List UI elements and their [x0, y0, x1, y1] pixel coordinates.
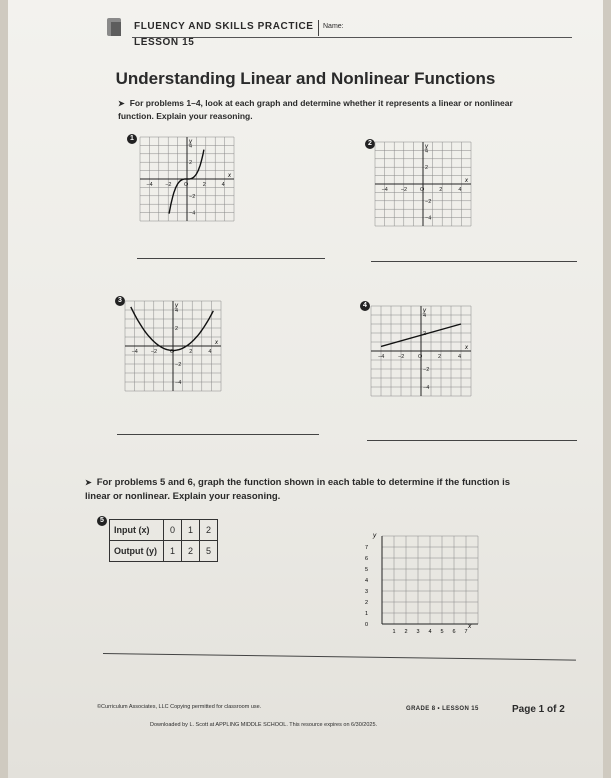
y-axis-label: y — [425, 144, 428, 150]
name-label: Name: — [323, 23, 344, 30]
answer-line-3[interactable] — [117, 434, 319, 435]
y-tick-label: 7 — [365, 545, 369, 551]
instructions-1-text: For problems 1–4, look at each graph and determine whether it represents a linear or nonlinear function. Explain your reasoning. — [118, 98, 513, 121]
arrow-icon: ➤ — [118, 99, 125, 108]
x-tick-label: 2 — [439, 187, 443, 193]
y-tick-label: −2 — [175, 362, 182, 368]
x-tick-label: 4 — [208, 349, 212, 355]
x-tick-label: O — [170, 349, 175, 355]
logo-icon-inner — [111, 22, 121, 36]
table-cell: 5 — [200, 541, 218, 562]
graph-1 — [137, 134, 237, 224]
lesson-label: LESSON 15 — [134, 37, 195, 48]
x-tick-label: 2 — [404, 629, 408, 635]
table-cell: 1 — [182, 520, 200, 541]
problem-number-2: 2 — [365, 139, 375, 149]
x-tick-label: 4 — [428, 629, 432, 635]
y-tick-label: 0 — [365, 622, 369, 628]
x-tick-label: −2 — [398, 354, 405, 360]
x-axis-label: x — [465, 178, 468, 184]
x-axis-label: x — [215, 340, 218, 346]
instructions-1 — [118, 97, 518, 122]
x-tick-label: −4 — [381, 187, 388, 193]
table-row — [110, 541, 218, 562]
answer-line-1[interactable] — [137, 258, 325, 259]
problem-number-1: 1 — [127, 134, 137, 144]
graph-3 — [122, 298, 224, 394]
y-tick-label: 3 — [365, 589, 369, 595]
y-tick-label: 4 — [423, 313, 427, 319]
x-tick-label: O — [418, 354, 423, 360]
y-tick-label: −4 — [425, 215, 432, 222]
x-axis-label: x — [228, 173, 231, 179]
x-tick-label: 2 — [189, 349, 193, 355]
x-tick-label: −4 — [146, 182, 153, 188]
y-tick-label: 2 — [175, 326, 179, 332]
x-tick-label: −2 — [150, 349, 158, 355]
y-tick-label: 4 — [365, 578, 369, 584]
y-axis-label: y — [423, 308, 426, 314]
problem-number-5: 5 — [97, 516, 107, 526]
x-tick-label: −4 — [378, 354, 385, 360]
y-tick-label: −2 — [189, 193, 196, 200]
grade-lesson: GRADE 8 • LESSON 15 — [406, 706, 479, 712]
function-table — [109, 519, 218, 562]
y-tick-label: −4 — [189, 210, 196, 217]
blank-graph-grid[interactable] — [356, 522, 484, 642]
x-tick-label: 4 — [458, 354, 462, 360]
instructions-2 — [85, 476, 535, 504]
table-cell: 2 — [182, 541, 200, 562]
y-tick-label: −2 — [423, 367, 430, 373]
answer-line-4[interactable] — [367, 440, 577, 441]
y-tick-label: 5 — [365, 567, 369, 573]
blank-y-label: y — [373, 532, 377, 539]
y-tick-label: 6 — [365, 556, 369, 562]
table-header-input: Input (x) — [110, 520, 164, 541]
y-tick-label: 4 — [189, 143, 193, 150]
y-tick-label: 4 — [175, 308, 179, 314]
copyright-text: ©Curriculum Associates, LLC Copying permitted for classroom use. — [97, 704, 262, 710]
y-tick-label: 2 — [365, 600, 369, 606]
x-tick-label: 4 — [221, 182, 225, 188]
page-title: Understanding Linear and Nonlinear Functions — [115, 69, 496, 88]
graph-4 — [368, 303, 474, 399]
table-cell: 1 — [164, 541, 182, 562]
answer-line-2[interactable] — [371, 261, 577, 262]
y-tick-label: 2 — [425, 165, 429, 172]
table-row — [110, 520, 218, 541]
x-tick-label: 4 — [458, 187, 462, 193]
x-tick-label: O — [184, 182, 189, 188]
page-number: Page 1 of 2 — [512, 704, 565, 715]
x-tick-label: 2 — [438, 354, 442, 360]
x-tick-label: 5 — [440, 629, 444, 635]
x-tick-label: −4 — [131, 349, 138, 355]
header-divider — [318, 20, 319, 36]
table-header-output: Output (y) — [110, 541, 164, 562]
y-axis-label: y — [175, 303, 178, 309]
problem-number-4: 4 — [360, 301, 370, 311]
function-curve — [131, 307, 214, 351]
y-tick-label: 4 — [425, 148, 429, 155]
x-tick-label: 1 — [392, 629, 396, 635]
arrow-icon: ➤ — [85, 478, 92, 487]
y-axis-label: y — [189, 139, 192, 145]
problem-number-3: 3 — [115, 296, 125, 306]
worksheet-type: FLUENCY AND SKILLS PRACTICE — [134, 21, 314, 32]
y-tick-label: 1 — [365, 611, 369, 617]
y-tick-label: −4 — [423, 385, 430, 391]
header-rule — [132, 37, 572, 38]
table-cell: 2 — [200, 520, 218, 541]
table-cell: 0 — [164, 520, 182, 541]
x-tick-label: 6 — [452, 629, 456, 635]
y-tick-label: 2 — [423, 331, 427, 337]
y-tick-label: −2 — [425, 198, 432, 205]
x-tick-label: 3 — [416, 629, 420, 635]
y-tick-label: −4 — [175, 380, 182, 386]
graph-2 — [372, 139, 474, 229]
x-axis-label: x — [465, 345, 468, 351]
x-tick-label: −2 — [400, 187, 408, 193]
y-tick-label: 2 — [189, 160, 193, 167]
blank-x-label: x — [468, 623, 472, 630]
x-tick-label: O — [420, 187, 425, 193]
x-tick-label: −2 — [165, 182, 172, 188]
download-note: Downloaded by L. Scott at APPLING MIDDLE SCHOOL. This resource expires on 6/30/2025. — [150, 722, 378, 728]
x-tick-label: 2 — [202, 182, 206, 188]
instructions-2-text: For problems 5 and 6, graph the function shown in each table to determine if the function is linear or nonlinear. Explain your reasoning. — [85, 477, 510, 502]
x-tick-label: 7 — [464, 629, 468, 635]
